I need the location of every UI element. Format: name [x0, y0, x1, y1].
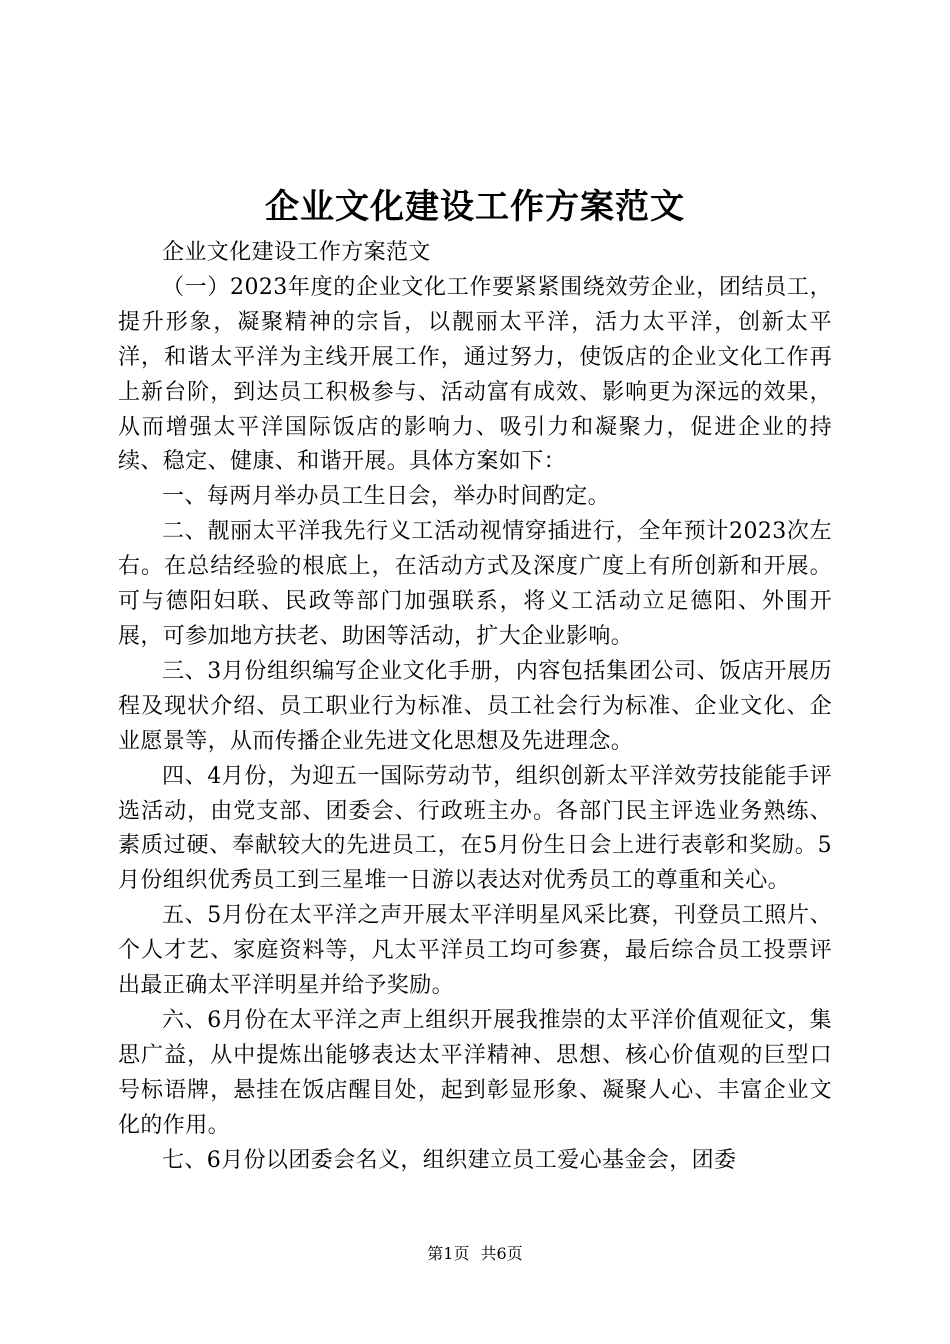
paragraph-item-7: 七、6月份以团委会名义，组织建立员工爱心基金会，团委	[162, 1147, 737, 1173]
document-title: 企业文化建设工作方案范文	[265, 187, 685, 227]
paragraph-subtitle: 企业文化建设工作方案范文	[162, 240, 431, 265]
paragraph-intro: （一）2023年度的企业文化工作要紧紧围绕效劳企业，团结员工，提升形象，凝聚精神的宗旨，以靓丽太平洋，活力太平洋，创新太平洋，和谐太平洋为主线开展工作，通过努力，使饭店的企业文化工作再上新台阶，到达员工积极参与、活动富有成效、影响更为深远的效果，从而增强太平洋国际饭店的影响力、吸引力和凝聚力，促进企业的持续、稳定、健康、和谐开展。具体方案如下：	[118, 274, 832, 475]
page-total: 共6页	[480, 1244, 523, 1263]
paragraph-item-5: 五、5月份在太平洋之声开展太平洋明星风采比赛，刊登员工照片、个人才艺、家庭资料等，凡太平洋员工均可参赛，最后综合员工投票评出最正确太平洋明星并给予奖励。	[118, 903, 832, 999]
page-footer	[0, 1243, 950, 1265]
paragraph-item-2: 二、靓丽太平洋我先行义工活动视情穿插进行，全年预计2023次左右。在总结经验的根底上，在活动方式及深度广度上有所创新和开展。可与德阳妇联、民政等部门加强联系，将义工活动立足德阳、外围开展，可参加地方扶老、助困等活动，扩大企业影响。	[118, 519, 832, 649]
paragraph-item-3: 三、3月份组织编写企业文化手册，内容包括集团公司、饭店开展历程及现状介绍、员工职业行为标准、员工社会行为标准、企业文化、企业愿景等，从而传播企业先进文化思想及先进理念。	[118, 658, 832, 754]
page-number: 第1页	[427, 1244, 470, 1263]
paragraph-item-4: 四、4月份，为迎五一国际劳动节，组织创新太平洋效劳技能能手评选活动，由党支部、团委会、行政班主办。各部门民主评选业务熟练、素质过硬、奉献较大的先进员工，在5月份生日会上进行表彰和奖励。5月份组织优秀员工到三星堆一日游以表达对优秀员工的尊重和关心。	[118, 763, 832, 894]
document-body	[118, 236, 832, 1178]
paragraph-item-6: 六、6月份在太平洋之声上组织开展我推崇的太平洋价值观征文，集思广益，从中提炼出能够表达太平洋精神、思想、核心价值观的巨型口号标语牌，悬挂在饭店醒目处，起到彰显形象、凝聚人心、丰富企业文化的作用。	[118, 1007, 832, 1138]
paragraph-item-1: 一、每两月举办员工生日会，举办时间酌定。	[162, 484, 611, 510]
